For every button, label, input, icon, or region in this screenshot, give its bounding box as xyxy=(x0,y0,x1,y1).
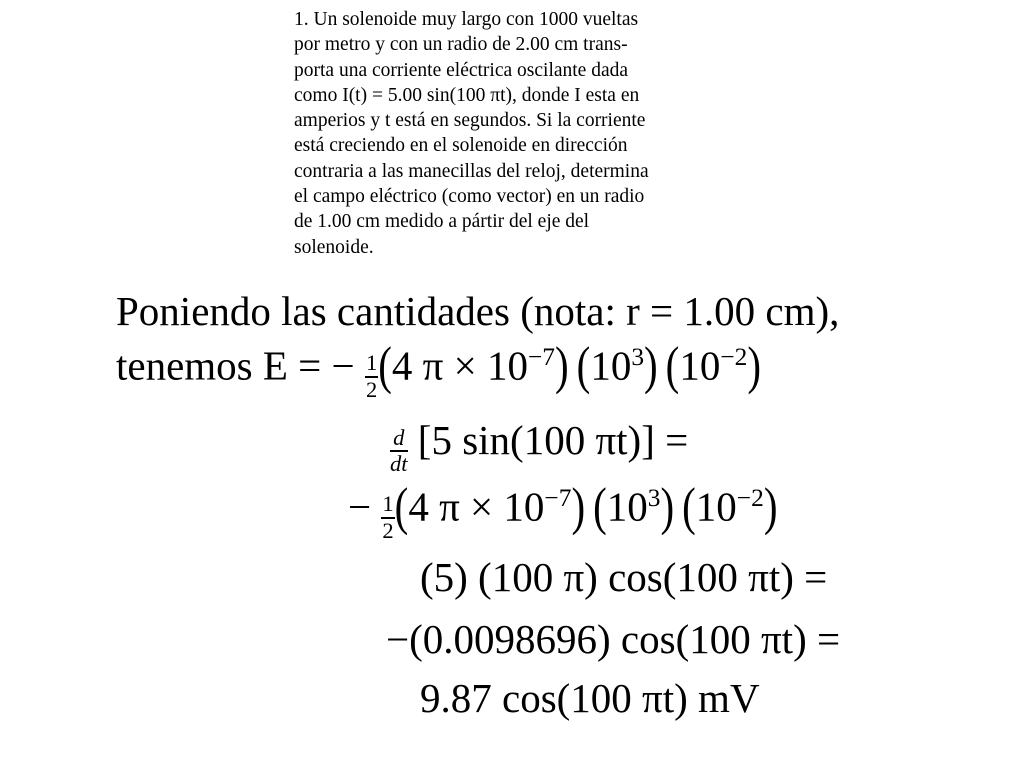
solution-line-3 xyxy=(390,417,689,477)
factor-r: 10 xyxy=(695,483,737,530)
solution-line-6: −(0.0098696) cos(100 πt) = xyxy=(386,616,841,662)
problem-line: 1. Un solenoide muy largo con 1000 vueltas xyxy=(294,9,639,30)
factor-r: 10 xyxy=(679,342,721,389)
exponent-n: 3 xyxy=(647,484,661,512)
solution-prefix: tenemos E = − xyxy=(116,342,355,389)
problem-line: amperios y t está en segundos. Si la corriente xyxy=(294,110,646,132)
fraction-denominator: 2 xyxy=(382,517,394,543)
solution-line-5: (5) (100 π) cos(100 πt) = xyxy=(420,554,828,600)
factor-n: 10 xyxy=(606,483,648,530)
exponent-r: −2 xyxy=(736,484,764,512)
exponent-n: 3 xyxy=(631,343,645,371)
factor-mu: 4 π × 10 xyxy=(391,342,528,389)
half-fraction xyxy=(365,352,378,401)
problem-line: está creciendo en el solenoide en dirección xyxy=(294,135,628,157)
solution-line-1: Poniendo las cantidades (nota: r = 1.00 cm), xyxy=(116,288,840,334)
factor-mu: 4 π × 10 xyxy=(408,483,545,530)
problem-statement xyxy=(294,7,754,260)
exponent-r: −2 xyxy=(720,343,748,371)
factor-n: 10 xyxy=(590,342,632,389)
problem-line: por metro y con un radio de 2.00 cm trans- xyxy=(294,34,628,56)
problem-line: el campo eléctrico (como vector) en un radio xyxy=(294,186,645,208)
exponent-mu: −7 xyxy=(527,343,555,371)
half-fraction xyxy=(381,493,394,542)
fraction-denominator: 2 xyxy=(365,376,378,402)
fraction-numerator: 1 xyxy=(365,352,378,378)
problem-line: contraria a las manecillas del reloj, determina xyxy=(294,160,649,182)
exponent-mu: −7 xyxy=(544,484,572,512)
derivative-expression: [5 sin(100 πt)] = xyxy=(417,417,689,463)
problem-line: de 1.00 cm medido a pártir del eje del xyxy=(294,211,590,233)
solution-line-7: 9.87 cos(100 πt) mV xyxy=(420,675,760,721)
derivative-fraction xyxy=(390,424,408,477)
problem-line: solenoide. xyxy=(294,236,374,258)
derivative-numerator: d xyxy=(390,427,408,453)
solution-line-4: − $\frac{1}{2}$ (4 $\pi \times 10^{-7}$) $(10^3)$ $(10^{-2})$ xyxy=(348,475,778,543)
solution-prefix: − xyxy=(348,483,372,530)
problem-line: porta una corriente eléctrica oscilante dada xyxy=(294,59,629,81)
problem-line: como I(t) = 5.00 sin(100 πt), donde I esta en xyxy=(294,84,640,106)
solution-line-2: tenemos E = − $\frac{1}{2}$ (4 $\pi \times 10^{-7}$) $(10^3)$ $(10^{-2})$ xyxy=(116,334,762,402)
derivative-denominator: dt xyxy=(390,451,408,477)
fraction-numerator: 1 xyxy=(381,493,394,519)
